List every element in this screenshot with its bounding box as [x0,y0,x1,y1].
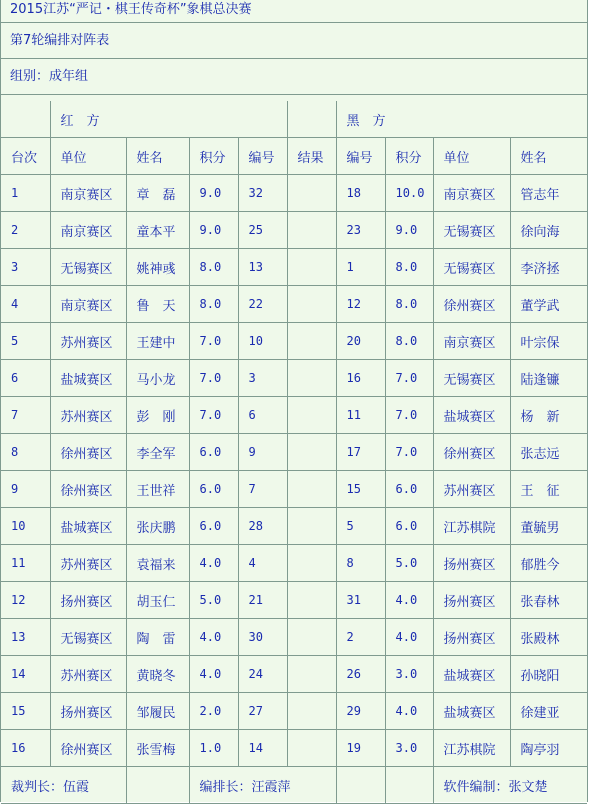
cell-black-unit: 扬州赛区 [433,545,510,582]
cell-red-name: 王建中 [126,323,189,360]
cell-result [287,508,336,545]
blank-cell [126,767,189,804]
table-row [1,434,587,471]
cell-red-id: 7 [238,471,287,508]
col-header-red-unit: 单位 [50,138,126,175]
cell-black-name: 杨 新 [510,397,587,434]
table-row [1,397,587,434]
blank-cell [1,101,50,138]
cell-table-no: 8 [1,434,50,471]
cell-black-score: 8.0 [385,286,433,323]
cell-black-score: 4.0 [385,582,433,619]
cell-red-id: 25 [238,212,287,249]
cell-black-unit: 南京赛区 [433,323,510,360]
cell-black-score: 4.0 [385,619,433,656]
cell-black-score: 7.0 [385,360,433,397]
cell-red-unit: 苏州赛区 [50,323,126,360]
cell-table-no: 11 [1,545,50,582]
cell-black-unit: 无锡赛区 [433,360,510,397]
cell-red-id: 21 [238,582,287,619]
cell-table-no: 4 [1,286,50,323]
side-header-row [1,101,587,138]
cell-red-id: 27 [238,693,287,730]
cell-black-name: 李济拯 [510,249,587,286]
cell-table-no: 12 [1,582,50,619]
round-title: 第7轮编排对阵表 [1,23,587,59]
cell-black-name: 孙晓阳 [510,656,587,693]
cell-black-name: 管志年 [510,175,587,212]
cell-black-score: 7.0 [385,434,433,471]
cell-red-name: 张雪梅 [126,730,189,767]
cell-table-no: 7 [1,397,50,434]
cell-red-name: 马小龙 [126,360,189,397]
cell-black-score: 7.0 [385,397,433,434]
cell-red-score: 4.0 [189,545,238,582]
cell-black-unit: 南京赛区 [433,175,510,212]
cell-black-unit: 苏州赛区 [433,471,510,508]
blank-cell [287,101,336,138]
col-header-red-name: 姓名 [126,138,189,175]
cell-result [287,434,336,471]
cell-black-id: 16 [336,360,385,397]
table-row [1,249,587,286]
red-side-label: 红 方 [50,101,287,138]
cell-black-name: 张春林 [510,582,587,619]
cell-red-score: 4.0 [189,619,238,656]
cell-black-score: 6.0 [385,508,433,545]
cell-red-unit: 苏州赛区 [50,397,126,434]
table-row [1,212,587,249]
cell-black-score: 4.0 [385,693,433,730]
cell-red-name: 袁福来 [126,545,189,582]
cell-red-unit: 南京赛区 [50,286,126,323]
cell-red-id: 4 [238,545,287,582]
cell-black-id: 20 [336,323,385,360]
cell-red-name: 黄晓冬 [126,656,189,693]
footer-row [1,767,587,804]
cell-red-score: 1.0 [189,730,238,767]
table-row [1,619,587,656]
col-header-black-id: 编号 [336,138,385,175]
cell-red-name: 王世祥 [126,471,189,508]
cell-black-unit: 扬州赛区 [433,582,510,619]
cell-red-id: 3 [238,360,287,397]
table-row [1,323,587,360]
cell-black-score: 5.0 [385,545,433,582]
cell-result [287,545,336,582]
cell-black-name: 陶亭羽 [510,730,587,767]
cell-black-id: 5 [336,508,385,545]
cell-result [287,619,336,656]
table-row [1,730,587,767]
col-header-red-score: 积分 [189,138,238,175]
cell-red-name: 张庆鹏 [126,508,189,545]
table-row [1,286,587,323]
cell-result [287,656,336,693]
cell-red-name: 章 磊 [126,175,189,212]
table-row [1,656,587,693]
cell-red-id: 14 [238,730,287,767]
cell-black-name: 郁胜今 [510,545,587,582]
cell-black-name: 张志远 [510,434,587,471]
black-side-label: 黑 方 [336,101,587,138]
cell-result [287,693,336,730]
col-header-red-id: 编号 [238,138,287,175]
table-row [1,693,587,730]
cell-result [287,360,336,397]
cell-result [287,730,336,767]
cell-black-id: 2 [336,619,385,656]
cell-red-unit: 盐城赛区 [50,360,126,397]
table-row [1,471,587,508]
cell-black-score: 8.0 [385,249,433,286]
cell-red-unit: 盐城赛区 [50,508,126,545]
cell-black-id: 15 [336,471,385,508]
cell-red-unit: 徐州赛区 [50,434,126,471]
table-row [1,582,587,619]
cell-black-unit: 盐城赛区 [433,656,510,693]
cell-red-name: 鲁 天 [126,286,189,323]
cell-red-id: 22 [238,286,287,323]
cell-red-id: 6 [238,397,287,434]
cell-red-score: 9.0 [189,175,238,212]
cell-black-id: 31 [336,582,385,619]
cell-red-score: 6.0 [189,471,238,508]
cell-black-score: 3.0 [385,730,433,767]
referee-credit: 裁判长：伍霞 [1,767,126,804]
cell-black-id: 23 [336,212,385,249]
event-title: 2015江苏“严记・棋王传奇杯”象棋总决赛 [1,0,587,23]
cell-black-name: 张殿林 [510,619,587,656]
table-row [1,545,587,582]
cell-table-no: 16 [1,730,50,767]
cell-black-unit: 扬州赛区 [433,619,510,656]
cell-table-no: 6 [1,360,50,397]
cell-result [287,582,336,619]
cell-result [287,175,336,212]
cell-table-no: 13 [1,619,50,656]
group-label: 组别：成年组 [1,59,587,95]
cell-red-unit: 无锡赛区 [50,619,126,656]
cell-black-id: 11 [336,397,385,434]
cell-black-name: 陆逢镰 [510,360,587,397]
cell-red-score: 7.0 [189,360,238,397]
cell-table-no: 10 [1,508,50,545]
cell-red-score: 7.0 [189,323,238,360]
cell-red-unit: 徐州赛区 [50,471,126,508]
cell-red-id: 13 [238,249,287,286]
cell-table-no: 9 [1,471,50,508]
cell-black-name: 董学武 [510,286,587,323]
cell-black-id: 18 [336,175,385,212]
cell-red-id: 30 [238,619,287,656]
cell-red-score: 2.0 [189,693,238,730]
pairing-table [1,101,587,804]
cell-red-id: 32 [238,175,287,212]
cell-table-no: 3 [1,249,50,286]
cell-red-name: 童本平 [126,212,189,249]
cell-red-score: 4.0 [189,656,238,693]
cell-red-id: 24 [238,656,287,693]
cell-result [287,397,336,434]
cell-result [287,323,336,360]
cell-red-id: 28 [238,508,287,545]
cell-black-score: 6.0 [385,471,433,508]
cell-red-name: 彭 刚 [126,397,189,434]
cell-red-name: 姚神彧 [126,249,189,286]
cell-black-unit: 盐城赛区 [433,693,510,730]
cell-black-unit: 江苏棋院 [433,508,510,545]
cell-black-id: 17 [336,434,385,471]
col-header-black-unit: 单位 [433,138,510,175]
cell-table-no: 2 [1,212,50,249]
cell-red-name: 邹履民 [126,693,189,730]
cell-red-score: 8.0 [189,286,238,323]
cell-result [287,249,336,286]
col-header-table-no: 台次 [1,138,50,175]
cell-red-score: 8.0 [189,249,238,286]
cell-result [287,212,336,249]
col-header-result: 结果 [287,138,336,175]
cell-black-unit: 徐州赛区 [433,434,510,471]
cell-red-unit: 徐州赛区 [50,730,126,767]
blank-cell [385,767,433,804]
cell-red-unit: 南京赛区 [50,212,126,249]
col-header-black-name: 姓名 [510,138,587,175]
cell-black-id: 12 [336,286,385,323]
cell-red-unit: 扬州赛区 [50,582,126,619]
table-row [1,360,587,397]
cell-black-score: 9.0 [385,212,433,249]
cell-black-id: 26 [336,656,385,693]
cell-black-score: 8.0 [385,323,433,360]
col-header-black-score: 积分 [385,138,433,175]
cell-black-name: 王 征 [510,471,587,508]
cell-red-unit: 苏州赛区 [50,545,126,582]
cell-red-score: 5.0 [189,582,238,619]
cell-black-name: 徐向海 [510,212,587,249]
cell-black-unit: 盐城赛区 [433,397,510,434]
cell-black-id: 1 [336,249,385,286]
arranger-credit: 编排长：汪霞萍 [189,767,336,804]
column-header-row [1,138,587,175]
software-credit: 软件编制：张文楚 [433,767,587,804]
cell-black-id: 29 [336,693,385,730]
cell-result [287,286,336,323]
cell-red-unit: 扬州赛区 [50,693,126,730]
cell-black-name: 徐建亚 [510,693,587,730]
cell-result [287,471,336,508]
cell-black-id: 19 [336,730,385,767]
table-row [1,175,587,212]
cell-red-id: 9 [238,434,287,471]
cell-black-unit: 江苏棋院 [433,730,510,767]
cell-red-name: 胡玉仁 [126,582,189,619]
cell-table-no: 5 [1,323,50,360]
cell-black-score: 3.0 [385,656,433,693]
cell-red-score: 6.0 [189,434,238,471]
cell-black-score: 10.0 [385,175,433,212]
cell-black-name: 叶宗保 [510,323,587,360]
cell-red-unit: 苏州赛区 [50,656,126,693]
cell-red-score: 7.0 [189,397,238,434]
cell-black-unit: 无锡赛区 [433,249,510,286]
cell-red-name: 陶 雷 [126,619,189,656]
table-row [1,508,587,545]
cell-red-id: 10 [238,323,287,360]
cell-red-unit: 南京赛区 [50,175,126,212]
cell-table-no: 14 [1,656,50,693]
cell-red-name: 李全军 [126,434,189,471]
cell-red-score: 6.0 [189,508,238,545]
cell-black-name: 董毓男 [510,508,587,545]
cell-black-id: 8 [336,545,385,582]
cell-red-unit: 无锡赛区 [50,249,126,286]
blank-cell [336,767,385,804]
cell-red-score: 9.0 [189,212,238,249]
cell-table-no: 15 [1,693,50,730]
cell-black-unit: 无锡赛区 [433,212,510,249]
cell-black-unit: 徐州赛区 [433,286,510,323]
cell-table-no: 1 [1,175,50,212]
